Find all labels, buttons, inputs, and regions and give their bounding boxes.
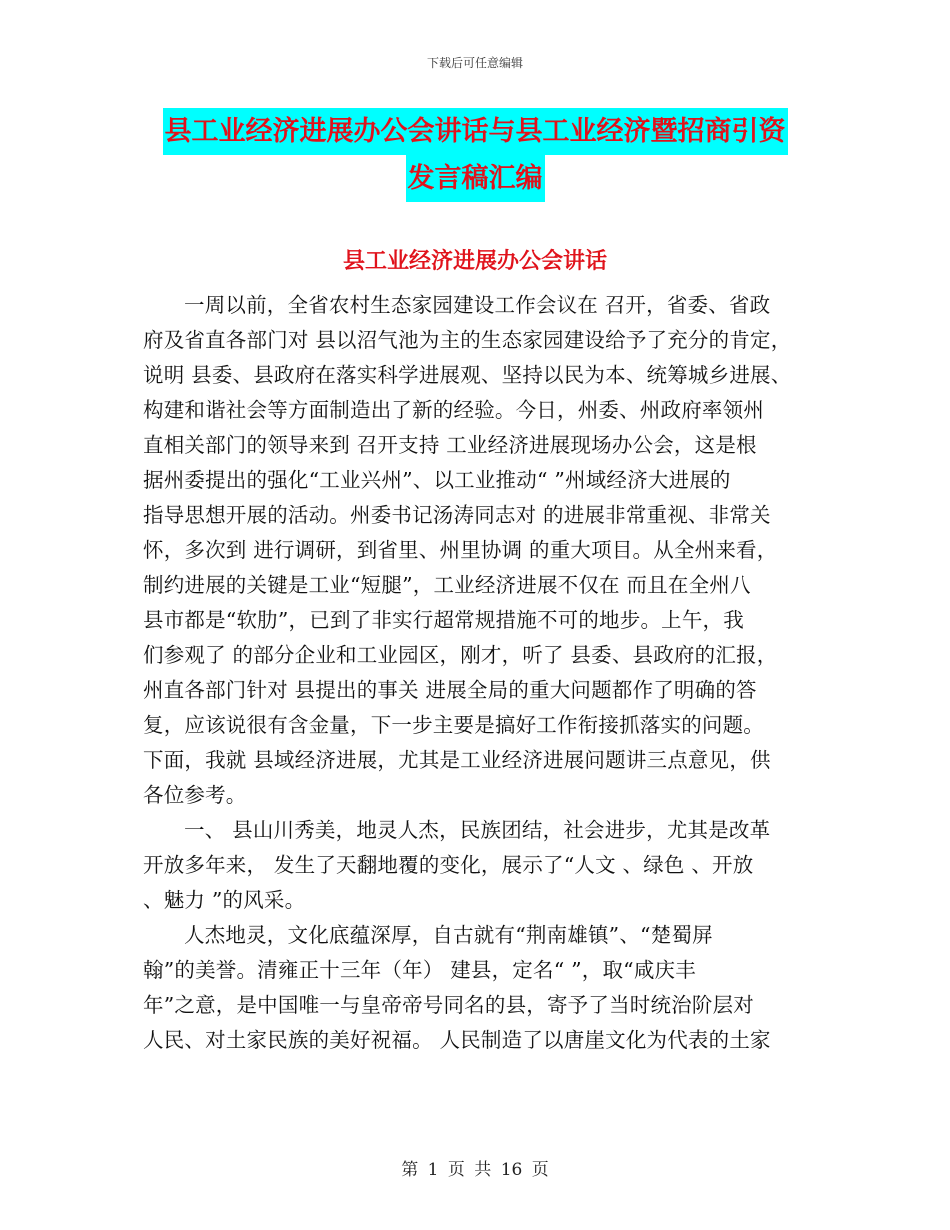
paragraph-line: 州直各部门针对 县提出的事关 进展全局的重大问题都作了明确的答	[143, 678, 757, 702]
paragraph-line: 怀，多次到 进行调研，到省里、州里协调 的重大项目。从全州来看，	[143, 538, 778, 562]
paragraph-line: 人民、对土家民族的美好祝福。 人民制造了以唐崖文化为代表的土家	[143, 1028, 771, 1052]
paragraph-line: 据州委提出的强化“工业兴州”、以工业推动“ ”州域经济大进展的	[143, 468, 731, 492]
paragraph-2	[143, 813, 808, 918]
header-note: 下载后可任意编辑	[426, 56, 523, 70]
paragraph-1	[143, 288, 808, 813]
paragraph-line: 府及省直各部门对 县以沼气池为主的生态家园建设给予了充分的肯定，	[143, 328, 792, 352]
paragraph-line: 开放多年来， 发生了天翻地覆的变化，展示了“人文 、绿色 、开放	[143, 853, 754, 877]
page-number-footer: 第 1 页 共 16 页	[401, 1160, 549, 1180]
paragraph-line: 一、 县山川秀美，地灵人杰，民族团结，社会进步，尤其是改革	[184, 818, 771, 842]
paragraph-line: 们参观了 的部分企业和工业园区，刚才，听了 县委、县政府的汇报，	[143, 643, 778, 667]
document-title-line-2: 发言稿汇编	[406, 155, 545, 202]
body-text	[143, 288, 808, 1058]
document-title-line-1: 县工业经济进展办公会讲话与县工业经济暨招商引资	[163, 108, 788, 155]
paragraph-line: 各位参考。	[143, 783, 247, 807]
paragraph-line: 县市都是“软肋”，已到了非实行超常规措施不可的地步。上午，我	[143, 608, 744, 632]
paragraph-line: 说明 县委、县政府在落实科学进展观、坚持以民为本、统筹城乡进展、	[143, 363, 792, 387]
paragraph-line: 制约进展的关键是工业“短腿”，工业经济进展不仅在 而且在全州八	[143, 573, 751, 597]
paragraph-line: 复，应该说很有含金量，下一步主要是搞好工作衔接抓落实的问题。	[143, 713, 764, 737]
paragraph-line: 翰”的美誉。清雍正十三年（年） 建县，定名“ ”，取“咸庆丰	[143, 958, 696, 982]
paragraph-line: 人杰地灵，文化底蕴深厚，自古就有“荆南雄镇”、“楚蜀屏	[184, 923, 713, 947]
paragraph-line: 一周以前，全省农村生态家园建设工作会议在 召开，省委、省政	[184, 293, 771, 317]
paragraph-3	[143, 918, 808, 1058]
document-title	[0, 108, 950, 202]
paragraph-line: 指导思想开展的活动。州委书记汤涛同志对 的进展非常重视、非常关	[143, 503, 771, 527]
paragraph-line: 直相关部门的领导来到 召开支持 工业经济进展现场办公会，这是根	[143, 433, 757, 457]
paragraph-line: 、魅力 ”的风采。	[143, 888, 306, 912]
section-title: 县工业经济进展办公会讲话	[342, 248, 607, 274]
paragraph-line: 下面，我就 县域经济进展，尤其是工业经济进展问题讲三点意见，供	[143, 748, 771, 772]
paragraph-line: 年”之意，是中国唯一与皇帝帝号同名的县，寄予了当时统治阶层对	[143, 993, 754, 1017]
paragraph-line: 构建和谐社会等方面制造出了新的经验。今日，州委、州政府率领州	[143, 398, 764, 422]
